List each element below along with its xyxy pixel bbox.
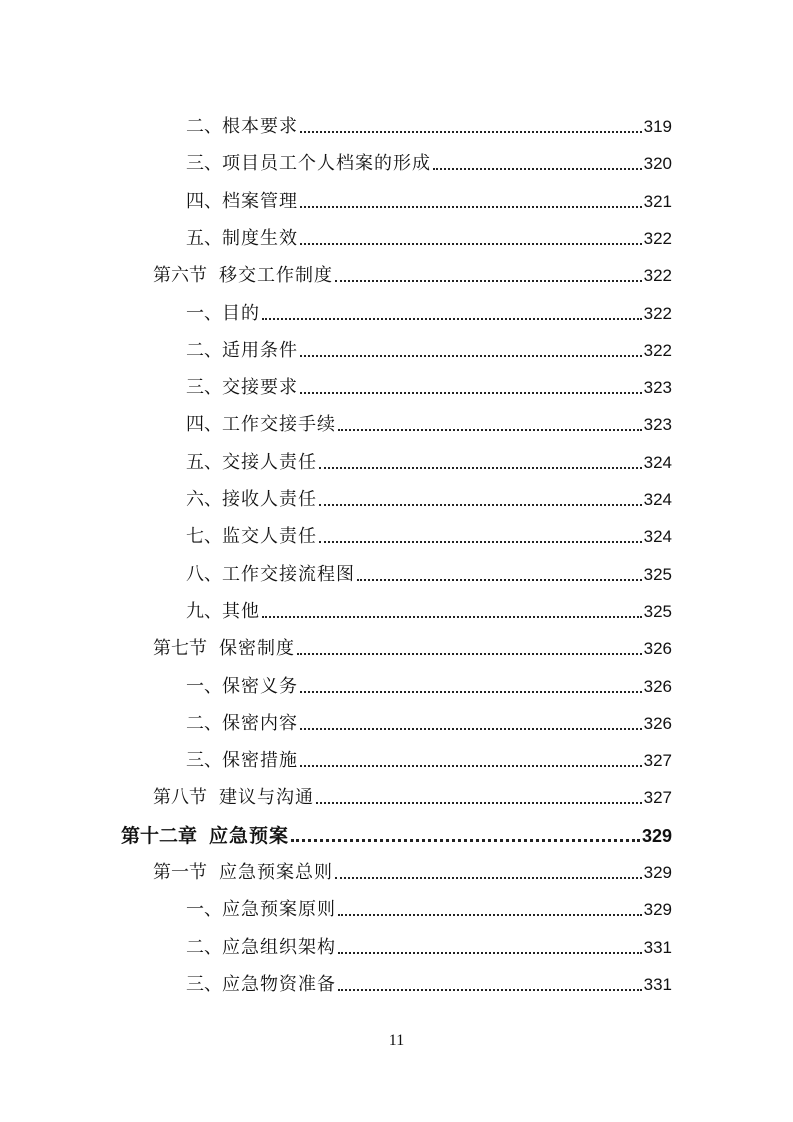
toc-dot-leader: [300, 719, 642, 731]
toc-subsection-entry[interactable]: [186, 399, 672, 436]
toc-entry-number: 一、: [186, 302, 222, 324]
toc-dot-leader: [297, 644, 642, 656]
toc-entry-number: 二、: [186, 712, 222, 734]
toc-subsection-entry[interactable]: [186, 735, 672, 772]
toc-entry-title: 制度生效: [222, 227, 298, 249]
toc-entry-number: 一、: [186, 675, 222, 697]
toc-subsection-entry[interactable]: [186, 698, 672, 735]
toc-page-number: 331: [643, 937, 672, 957]
toc-entry-title: 目的: [222, 302, 260, 324]
toc-entry-number: 三、: [186, 153, 222, 175]
toc-entry-title: 应急组织架构: [222, 936, 336, 958]
toc-entry-number: 第一节: [153, 862, 207, 883]
toc-subsection-entry[interactable]: [186, 511, 672, 548]
toc-page-number: 324: [643, 452, 672, 472]
toc-entry-number: 八、: [186, 563, 222, 585]
toc-entry-number: 三、: [186, 750, 222, 772]
toc-dot-leader: [319, 532, 642, 544]
toc-entry-title: 应急预案: [209, 824, 290, 847]
toc-entry-title: 保密措施: [222, 750, 298, 772]
toc-entry-number: 九、: [186, 600, 222, 622]
toc-entry-number: 五、: [186, 227, 222, 249]
toc-section-entry[interactable]: [153, 250, 672, 287]
toc-entry-number: 三、: [186, 377, 222, 399]
toc-subsection-entry[interactable]: [186, 922, 672, 959]
toc-dot-leader: [338, 420, 642, 432]
toc-dot-leader: [338, 943, 642, 955]
toc-entry-title: 应急预案原则: [222, 899, 336, 921]
toc-dot-leader: [300, 122, 642, 134]
toc-entry-number: 二、: [186, 339, 222, 361]
toc-dot-leader: [300, 197, 642, 209]
toc-entry-title: 工作交接手续: [222, 414, 336, 436]
toc-entry-number: 第七节: [153, 638, 207, 660]
toc-page-number: 329: [643, 900, 672, 920]
toc-entry-title: 根本要求: [222, 116, 298, 137]
toc-entry-title: 接收人责任: [222, 489, 317, 510]
toc-subsection-entry[interactable]: [186, 101, 672, 138]
toc-page-number: 323: [643, 378, 672, 398]
toc-subsection-entry[interactable]: [186, 474, 672, 511]
toc-section-entry[interactable]: [153, 847, 672, 884]
toc-page-number: 326: [643, 639, 672, 659]
toc-entry-title: 交接要求: [222, 377, 298, 399]
toc-entry-number: 第十二章: [121, 824, 198, 847]
toc-entry-title: 移交工作制度: [219, 265, 333, 287]
toc-subsection-entry[interactable]: [186, 549, 672, 586]
toc-page-number: 325: [643, 564, 672, 584]
toc-entry-number: 第八节: [153, 787, 207, 809]
toc-page-number: 323: [643, 415, 672, 435]
toc-entry-title: 保密内容: [222, 712, 298, 734]
toc-dot-leader: [319, 495, 642, 507]
toc-dot-leader: [357, 570, 642, 582]
toc-subsection-entry[interactable]: [186, 884, 672, 921]
toc-page-number: 322: [643, 266, 672, 286]
toc-dot-leader: [300, 383, 642, 395]
toc-dot-leader: [300, 756, 642, 768]
toc-page-number: 324: [643, 527, 672, 547]
toc-page-number: 325: [643, 601, 672, 621]
toc-subsection-entry[interactable]: [186, 176, 672, 213]
toc-page-number: 331: [643, 974, 672, 994]
toc-page-number: 329: [643, 863, 672, 882]
toc-dot-leader: [335, 271, 642, 283]
toc-entry-number: 第六节: [153, 265, 207, 287]
toc-dot-leader: [300, 234, 642, 246]
toc-dot-leader: [338, 980, 642, 992]
toc-entry-title: 保密制度: [219, 638, 295, 660]
toc-subsection-entry[interactable]: [186, 362, 672, 399]
toc-page-number: 322: [643, 340, 672, 360]
toc-subsection-entry[interactable]: [186, 959, 672, 996]
toc-entry-title: 应急预案总则: [219, 862, 333, 883]
toc-page-number: 326: [643, 713, 672, 733]
toc-page-number: 327: [643, 788, 672, 808]
toc-entry-title: 交接人责任: [222, 451, 317, 473]
toc-dot-leader: [433, 159, 642, 171]
toc-entry-title: 应急物资准备: [222, 973, 336, 995]
toc-entry-number: 七、: [186, 526, 222, 548]
toc-page-number: 329: [641, 825, 672, 846]
toc-dot-leader: [262, 607, 642, 619]
toc-entry-title: 项目员工个人档案的形成: [222, 153, 431, 175]
toc-page-number: 326: [643, 676, 672, 696]
toc-subsection-entry[interactable]: [186, 325, 672, 362]
toc-dot-leader: [262, 309, 642, 321]
toc-dot-leader: [338, 905, 642, 917]
toc-entry-title: 监交人责任: [222, 526, 317, 548]
toc-entry-number: 六、: [186, 489, 222, 510]
toc-entry-title: 其他: [222, 600, 260, 622]
toc-dot-leader: [291, 831, 640, 843]
toc-entry-title: 适用条件: [222, 339, 298, 361]
toc-entry-title: 保密义务: [222, 675, 298, 697]
toc-page-number: 322: [643, 228, 672, 248]
toc-chapter-entry[interactable]: [121, 810, 672, 847]
toc-entry-title: 工作交接流程图: [222, 563, 355, 585]
toc-entry-number: 三、: [186, 973, 222, 995]
toc-dot-leader: [335, 868, 642, 880]
toc-page-number: 321: [643, 191, 672, 211]
toc-page-number: 327: [643, 751, 672, 771]
toc-entry-number: 一、: [186, 899, 222, 921]
toc-section-entry[interactable]: [153, 772, 672, 809]
toc-entry-number: 五、: [186, 451, 222, 473]
toc-entry-title: 建议与沟通: [219, 787, 314, 809]
toc-dot-leader: [300, 682, 642, 694]
toc-dot-leader: [300, 346, 642, 358]
toc-dot-leader: [316, 793, 642, 805]
toc-page-number: 322: [643, 303, 672, 323]
page-number-footer: 11: [388, 1032, 405, 1049]
toc-page-number: 320: [643, 154, 672, 174]
toc-subsection-entry[interactable]: [186, 138, 672, 175]
toc-subsection-entry[interactable]: [186, 213, 672, 250]
toc-entry-number: 二、: [186, 936, 222, 958]
toc-dot-leader: [319, 458, 642, 470]
toc-subsection-entry[interactable]: [186, 661, 672, 698]
toc-entry-number: 四、: [186, 414, 222, 436]
toc-subsection-entry[interactable]: [186, 288, 672, 325]
toc-subsection-entry[interactable]: [186, 437, 672, 474]
toc-page-number: 324: [643, 490, 672, 509]
toc-entry-number: 二、: [186, 116, 222, 137]
toc-entry-title: 档案管理: [222, 190, 298, 212]
toc-subsection-entry[interactable]: [186, 586, 672, 623]
toc-entry-number: 四、: [186, 190, 222, 212]
toc-page-number: 319: [643, 117, 672, 136]
toc-section-entry[interactable]: [153, 623, 672, 660]
